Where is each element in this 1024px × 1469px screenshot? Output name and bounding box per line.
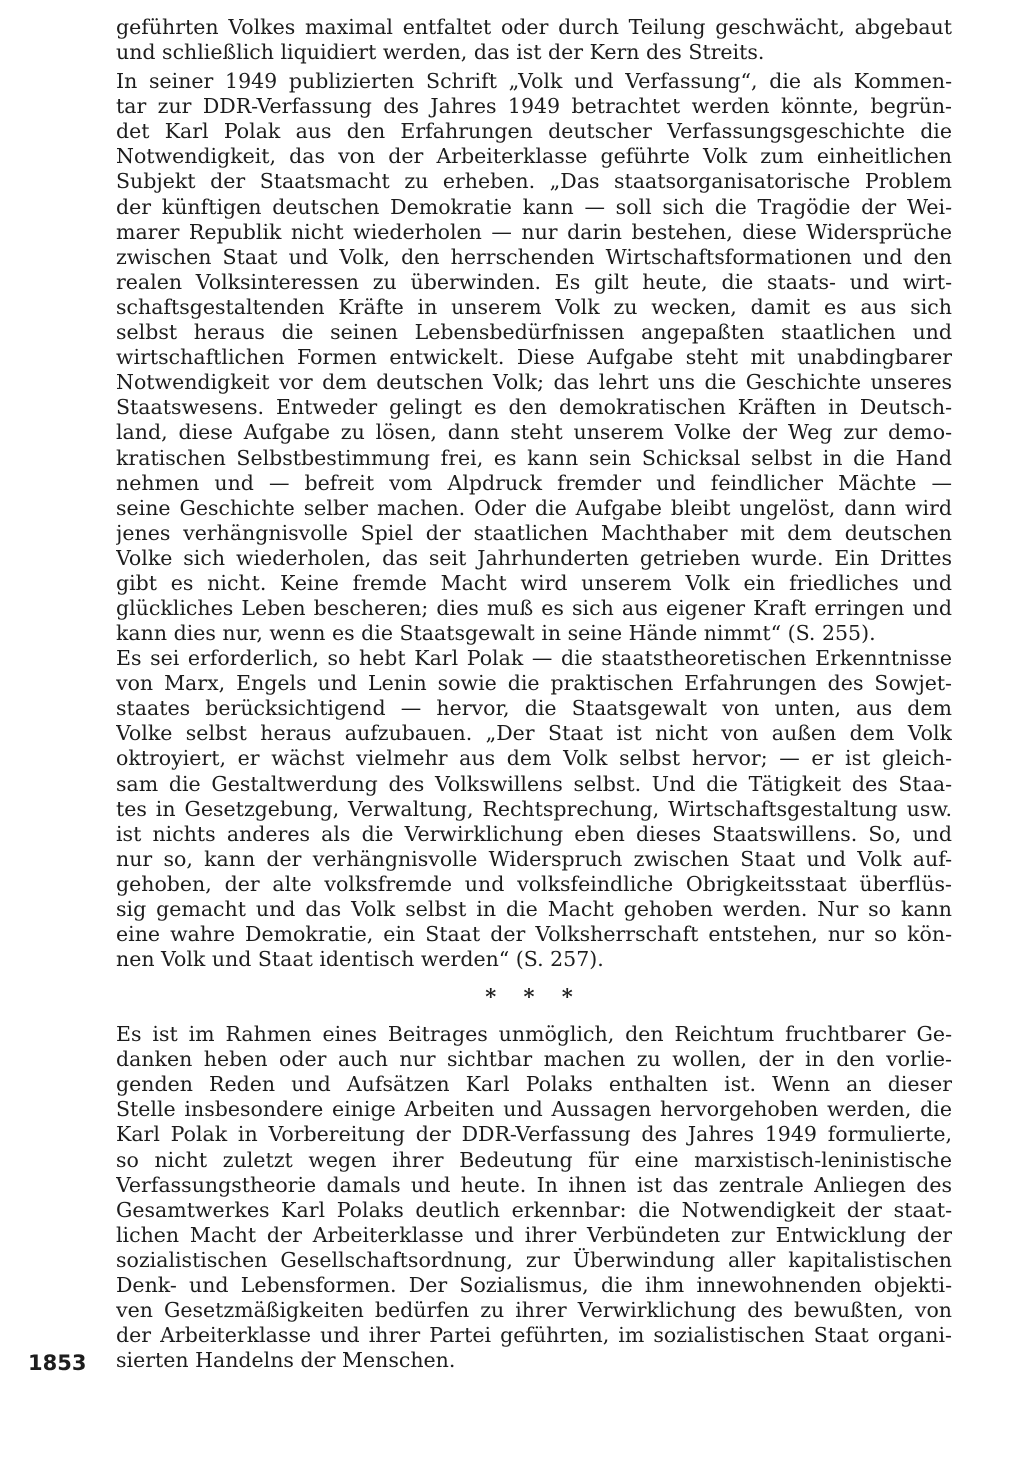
text-line: Subjekt der Staatsmacht zu erheben. „Das staatsorganisatorische Problem — [116, 169, 952, 194]
text-line: tar zur DDR-Verfassung des Jahres 1949 betrachtet werden könnte, begrün- — [116, 94, 952, 119]
text-line: Volke sich wiederholen, das seit Jahrhunderten getrieben wurde. Ein Drittes — [116, 545, 952, 570]
text-line: seine Geschichte selber machen. Oder die Aufgabe bleibt ungelöst, dann wird — [116, 495, 952, 520]
text-line: der Arbeiterklasse und ihrer Partei geführten, im sozialistischen Staat organi- — [116, 1323, 952, 1348]
text-line: Stelle insbesondere einige Arbeiten und Aussagen hervorgehoben werden, die — [116, 1097, 952, 1122]
text-line: land, diese Aufgabe zu lösen, dann steht unserem Volke der Weg zur demo- — [116, 420, 952, 445]
text-line: und schließlich liquidiert werden, das ist der Kern des Streits. — [116, 40, 765, 65]
text-line: schaftsgestaltenden Kräfte in unserem Volk zu wecken, damit es aus sich — [116, 294, 952, 319]
text-line: nehmen und — befreit vom Alpdruck fremder und feindlicher Mächte — — [116, 470, 952, 495]
text-line: nen Volk und Staat identisch werden“ (S. 257). — [116, 947, 604, 972]
text-line: Notwendigkeit, das von der Arbeiterklasse geführte Volk zum einheitlichen — [116, 144, 952, 169]
text-line: Volke selbst heraus aufzubauen. „Der Staat ist nicht von außen dem Volk — [116, 721, 952, 746]
text-line: jenes verhängnisvolle Spiel der staatlichen Machthaber mit dem deutschen — [116, 520, 952, 545]
section-separator: * * * — [485, 984, 583, 1009]
text-line: sig gemacht und das Volk selbst in die Macht gehoben werden. Nur so kann — [116, 897, 952, 921]
text-line: kratischen Selbstbestimmung frei, es kann sein Schicksal selbst in die Hand — [116, 445, 952, 470]
text-line: wirtschaftlichen Formen entwickelt. Diese Aufgabe steht mit unabdingbarer — [116, 345, 952, 370]
text-line: geführten Volkes maximal entfaltet oder durch Teilung geschwächt, abgebaut — [116, 15, 952, 39]
page-number: 1853 — [28, 1351, 87, 1375]
text-line: Denk- und Lebensformen. Der Sozialismus, die ihm innewohnenden objekti- — [116, 1273, 952, 1297]
text-line: Gesamtwerkes Karl Polaks deutlich erkennbar: die Notwendigkeit der staat- — [116, 1197, 952, 1222]
text-line: Karl Polak in Vorbereitung der DDR-Verfassung des Jahres 1949 formulierte, — [116, 1122, 952, 1147]
text-line: so nicht zuletzt wegen ihrer Bedeutung für eine marxistisch-leninistische — [116, 1147, 952, 1172]
text-line: danken heben oder auch nur sichtbar machen zu wollen, der in den vorlie- — [116, 1047, 952, 1072]
text-line: Es sei erforderlich, so hebt Karl Polak — die staatstheoretischen Erkenntnisse — [116, 646, 952, 670]
text-line: glückliches Leben bescheren; dies muß es sich aus eigener Kraft erringen und — [116, 596, 952, 621]
text-line: zwischen Staat und Volk, den herrschenden Wirtschaftsformationen und den — [116, 244, 952, 269]
text-line: In seiner 1949 publizierten Schrift „Volk und Verfassung“, die als Kommen- — [116, 69, 952, 93]
text-line: ist nichts anderes als die Verwirklichung eben dieses Staatswillens. So, und — [116, 821, 952, 846]
text-line: tes in Gesetzgebung, Verwaltung, Rechtsprechung, Wirtschaftsgestaltung usw. — [116, 796, 952, 821]
text-line: Staatswesens. Entweder gelingt es den demokratischen Kräften in Deutsch- — [116, 395, 952, 420]
text-line: ven Gesetzmäßigkeiten bedürfen zu ihrer Verwirklichung des bewußten, von — [116, 1298, 952, 1323]
text-line: gehoben, der alte volksfremde und volksfeindliche Obrigkeitsstaat überflüs- — [116, 871, 952, 896]
text-line: von Marx, Engels und Lenin sowie die praktischen Erfahrungen des Sowjet- — [116, 671, 952, 696]
text-line: selbst heraus die seinen Lebensbedürfnissen angepaßten staatlichen und — [116, 320, 952, 344]
text-line: det Karl Polak aus den Erfahrungen deutscher Verfassungsgeschichte die — [116, 119, 952, 144]
text-line: eine wahre Demokratie, ein Staat der Volksherrschaft entstehen, nur so kön- — [116, 922, 952, 947]
text-line: Verfassungstheorie damals und heute. In ihnen ist das zentrale Anliegen des — [116, 1172, 952, 1197]
text-line: sozialistischen Gesellschaftsordnung, zur Überwindung aller kapitalistischen — [116, 1247, 952, 1272]
text-line: nur so, kann der verhängnisvolle Widerspruch zwischen Staat und Volk auf- — [116, 846, 952, 871]
text-line: realen Volksinteressen zu überwinden. Es gilt heute, die staats- und wirt- — [116, 269, 952, 294]
text-line: lichen Macht der Arbeiterklasse und ihrer Verbündeten zur Entwicklung der — [116, 1222, 952, 1247]
text-line: kann dies nur, wenn es die Staatsgewalt in seine Hände nimmt“ (S. 255). — [116, 621, 876, 646]
text-line: Notwendigkeit vor dem deutschen Volk; das lehrt uns die Geschichte unseres — [116, 370, 952, 395]
text-line: marer Republik nicht wiederholen — nur darin bestehen, diese Widersprüche — [116, 219, 952, 244]
text-line: der künftigen deutschen Demokratie kann — soll sich die Tragödie der Wei- — [116, 194, 952, 219]
text-line: gibt es nicht. Keine fremde Macht wird unserem Volk ein friedliches und — [116, 571, 952, 595]
text-line: oktroyiert, er wächst vielmehr aus dem Volk selbst hervor; — er ist gleich- — [116, 746, 952, 771]
text-line: sam die Gestaltwerdung des Volkswillens selbst. Und die Tätigkeit des Staa- — [116, 771, 952, 796]
text-line: genden Reden und Aufsätzen Karl Polaks enthalten ist. Wenn an dieser — [116, 1072, 952, 1097]
text-line: Es ist im Rahmen eines Beitrages unmöglich, den Reichtum fruchtbarer Ge- — [116, 1022, 952, 1046]
text-line: staates berücksichtigend — hervor, die Staatsgewalt von unten, aus dem — [116, 696, 952, 721]
text-line: sierten Handelns der Menschen. — [116, 1348, 456, 1373]
